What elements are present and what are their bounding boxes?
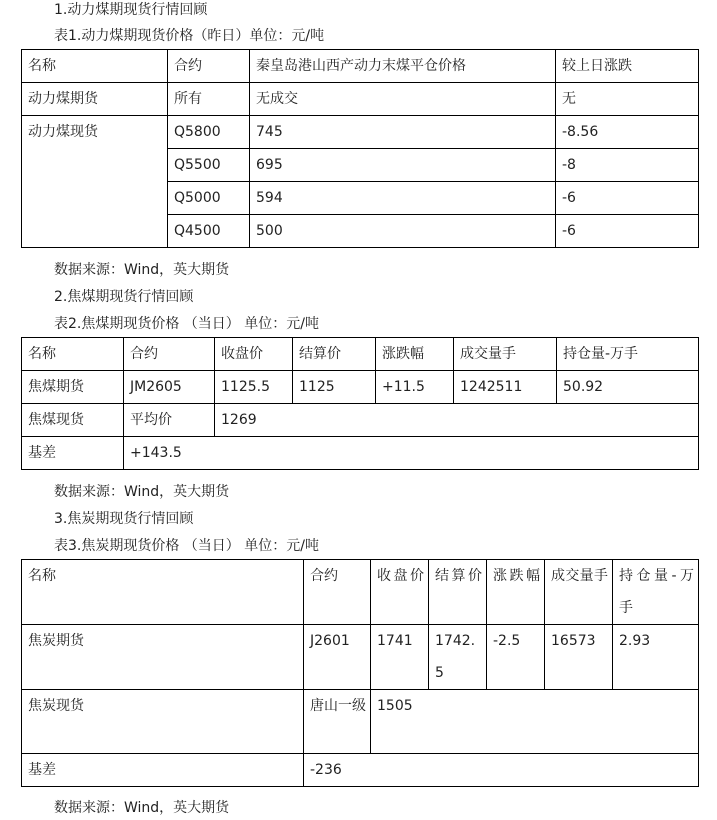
- futures-price: 无成交: [250, 83, 556, 116]
- coke-table: [21, 559, 699, 787]
- basis-name: 基差: [22, 437, 124, 470]
- futures-settle: 1742.5: [429, 625, 487, 690]
- table-row: [22, 625, 699, 690]
- futures-contract: J2601: [304, 625, 371, 690]
- futures-change: +11.5: [376, 371, 454, 404]
- spot-contract: Q5000: [168, 182, 250, 215]
- futures-settle: 1125: [293, 371, 376, 404]
- header-cell: 较上日涨跌: [556, 50, 699, 83]
- spot-label: 唐山一级: [304, 690, 371, 754]
- futures-open-interest: 50.92: [557, 371, 699, 404]
- spot-name: 焦煤现货: [22, 404, 124, 437]
- spot-price: 594: [250, 182, 556, 215]
- spot-change: -6: [556, 215, 699, 248]
- spot-change: -6: [556, 182, 699, 215]
- header-cell: 名称: [22, 338, 124, 371]
- section2-heading: 2.焦煤期现货行情回顾: [54, 289, 194, 305]
- futures-name: 焦炭期货: [22, 625, 304, 690]
- thermal-coal-table: [21, 49, 699, 248]
- table2-source: 数据来源：Wind，英大期货: [54, 484, 230, 500]
- basis-value: +143.5: [124, 437, 699, 470]
- header-cell: 持仓量-万手: [557, 338, 699, 371]
- header-cell: 收盘价: [215, 338, 293, 371]
- section1-heading: 1.动力煤期现货行情回顾: [54, 2, 208, 18]
- spot-name: 动力煤现货: [22, 116, 168, 248]
- table1-caption: 表1.动力煤期现货价格（昨日）单位：元/吨: [54, 28, 325, 44]
- table-row: [22, 437, 699, 470]
- futures-contract: JM2605: [124, 371, 215, 404]
- spot-contract: Q5500: [168, 149, 250, 182]
- table-row: [22, 116, 699, 149]
- futures-close: 1125.5: [215, 371, 293, 404]
- futures-change: 无: [556, 83, 699, 116]
- header-cell: 合约: [304, 560, 371, 625]
- table-row: [22, 83, 699, 116]
- header-cell: 结算价: [293, 338, 376, 371]
- header-cell: 持仓量-万手: [613, 560, 699, 625]
- futures-volume: 1242511: [454, 371, 557, 404]
- table-row: [22, 690, 699, 754]
- basis-name: 基差: [22, 754, 304, 787]
- table3-caption: 表3.焦炭期现货价格 （当日） 单位：元/吨: [54, 538, 319, 554]
- basis-value: -236: [304, 754, 699, 787]
- futures-volume: 16573: [545, 625, 613, 690]
- table3-source: 数据来源：Wind，英大期货: [54, 800, 230, 816]
- table2-caption: 表2.焦煤期现货价格 （当日） 单位：元/吨: [54, 316, 319, 332]
- header-cell: 名称: [22, 560, 304, 625]
- table-header-row: [22, 338, 699, 371]
- header-cell: 成交量手: [454, 338, 557, 371]
- spot-change: -8.56: [556, 116, 699, 149]
- header-cell: 名称: [22, 50, 168, 83]
- spot-change: -8: [556, 149, 699, 182]
- spot-name: 焦炭现货: [22, 690, 304, 754]
- section3-heading: 3.焦炭期现货行情回顾: [54, 511, 194, 527]
- header-cell: 结算价: [429, 560, 487, 625]
- header-cell: 收盘价: [371, 560, 429, 625]
- table-row: [22, 754, 699, 787]
- header-cell: 合约: [124, 338, 215, 371]
- table-row: [22, 404, 699, 437]
- spot-contract: Q5800: [168, 116, 250, 149]
- table-row: [22, 371, 699, 404]
- spot-price: 745: [250, 116, 556, 149]
- table1-source: 数据来源：Wind，英大期货: [54, 262, 230, 278]
- spot-value: 1269: [215, 404, 699, 437]
- header-cell: 合约: [168, 50, 250, 83]
- coking-coal-table: [21, 337, 699, 470]
- header-cell: 秦皇岛港山西产动力末煤平仓价格: [250, 50, 556, 83]
- futures-name: 焦煤期货: [22, 371, 124, 404]
- spot-price: 500: [250, 215, 556, 248]
- futures-contract: 所有: [168, 83, 250, 116]
- spot-price: 695: [250, 149, 556, 182]
- spot-contract: Q4500: [168, 215, 250, 248]
- futures-name: 动力煤期货: [22, 83, 168, 116]
- spot-label: 平均价: [124, 404, 215, 437]
- header-cell: 涨跌幅: [376, 338, 454, 371]
- futures-change: -2.5: [487, 625, 545, 690]
- header-cell: 成交量手: [545, 560, 613, 625]
- spot-value: 1505: [371, 690, 699, 754]
- table-header-row: [22, 50, 699, 83]
- table-header-row: [22, 560, 699, 625]
- futures-open-interest: 2.93: [613, 625, 699, 690]
- futures-close: 1741: [371, 625, 429, 690]
- header-cell: 涨跌幅: [487, 560, 545, 625]
